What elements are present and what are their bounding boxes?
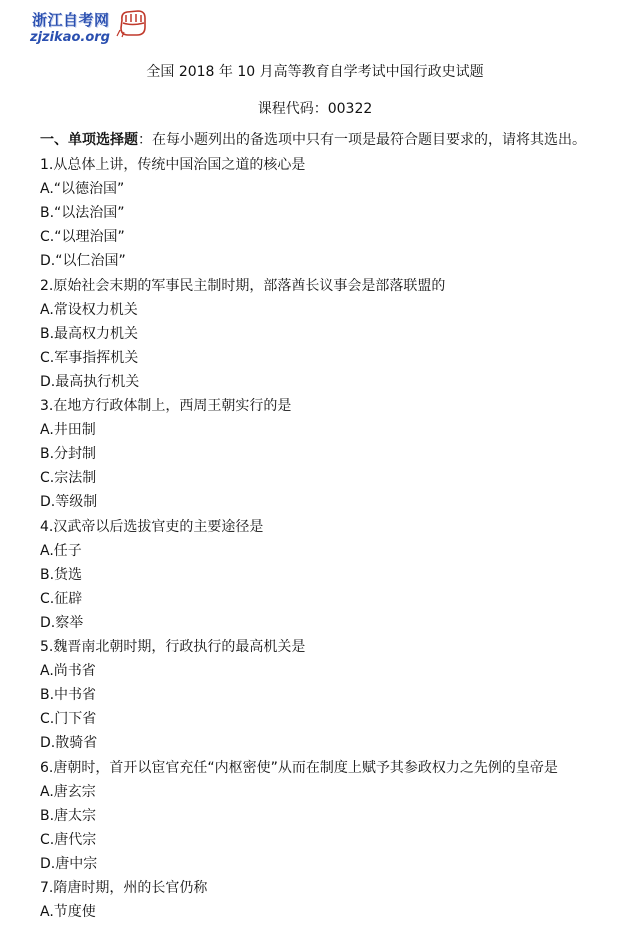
logo-url: zjzikao.org [30, 30, 110, 45]
answer-option: D.唐中宗 [40, 855, 98, 872]
section-label: 一、单项选择题 [40, 132, 138, 148]
document-title: 全国 2018 年 10 月高等教育自学考试中国行政史试题 [146, 64, 484, 80]
answer-option: B.货选 [40, 566, 83, 583]
answer-option: D.散骑省 [40, 735, 98, 752]
answer-option: C.门下省 [40, 711, 97, 728]
logo-title: 浙江自考网 [32, 11, 110, 29]
section-instruction: ：在每小题列出的备选项中只有一项是最符合题目要求的，请将其选出。 [138, 132, 586, 148]
answer-option: A.尚书省 [40, 663, 96, 680]
answer-option: A.任子 [40, 542, 82, 559]
site-logo [30, 8, 150, 50]
answer-option: B.唐太宗 [40, 807, 97, 824]
answer-option: D.最高执行机关 [40, 373, 140, 390]
question-stem: 1.从总体上讲，传统中国治国之道的核心是 [40, 157, 306, 173]
question-stem: 7.隋唐时期，州的长官仍称 [40, 880, 208, 896]
answer-option: D.等级制 [40, 494, 98, 511]
fist-logo-icon [116, 8, 148, 38]
answer-option: C.“以理治国” [40, 229, 125, 246]
answer-option: B.中书省 [40, 687, 97, 704]
answer-option: B.最高权力机关 [40, 325, 139, 342]
question-stem: 6.唐朝时，首开以宦官充任“内枢密使”从而在制度上赋予其参政权力之先例的皇帝是 [40, 759, 558, 776]
answer-option: B.分封制 [40, 446, 97, 463]
answer-option: A.井田制 [40, 422, 96, 439]
answer-option: C.军事指挥机关 [40, 349, 139, 366]
question-stem: 3.在地方行政体制上，西周王朝实行的是 [40, 398, 292, 414]
answer-option: A.常设权力机关 [40, 301, 138, 318]
question-stem: 5.魏晋南北朝时期，行政执行的最高机关是 [40, 639, 306, 655]
answer-option: C.唐代宗 [40, 831, 97, 848]
answer-option: A.“以德治国” [40, 181, 125, 198]
section-heading [40, 131, 586, 149]
question-stem: 4.汉武帝以后选拔官吏的主要途径是 [40, 518, 264, 535]
answer-option: D.“以仁治国” [40, 253, 126, 270]
answer-option: A.节度使 [40, 904, 96, 921]
answer-option: B.“以法治国” [40, 205, 125, 222]
course-code: 课程代码：00322 [257, 101, 373, 117]
answer-option: D.察举 [40, 614, 84, 631]
answer-option: C.征辟 [40, 590, 83, 607]
answer-option: A.唐玄宗 [40, 783, 96, 800]
question-stem: 2.原始社会末期的军事民主制时期，部落酋长议事会是部落联盟的 [40, 277, 446, 294]
answer-option: C.宗法制 [40, 470, 97, 487]
